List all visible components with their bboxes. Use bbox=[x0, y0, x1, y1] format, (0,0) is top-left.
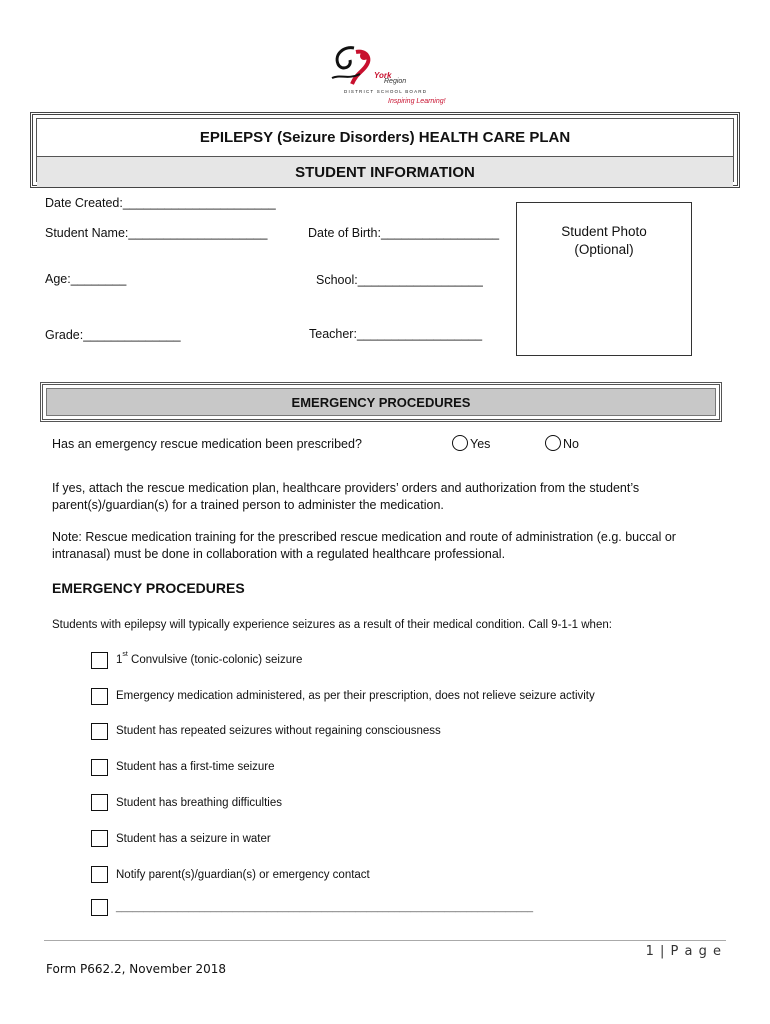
rescue-medication-question: Has an emergency rescue medication been prescribed? bbox=[52, 437, 362, 451]
school-field[interactable]: School:__________________ bbox=[316, 273, 483, 287]
student-photo-box[interactable] bbox=[516, 202, 692, 356]
logo-region-text: Region bbox=[384, 78, 407, 85]
form-title: EPILEPSY (Seizure Disorders) HEALTH CARE PLAN bbox=[37, 119, 733, 157]
checklist-other-line[interactable]: ___________________________________________________________________________ bbox=[116, 902, 534, 913]
logo-swoosh-icon bbox=[326, 44, 386, 90]
checkbox-first-time-seizure[interactable] bbox=[91, 759, 108, 776]
teacher-field[interactable]: Teacher:__________________ bbox=[309, 327, 483, 341]
checkbox-convulsive-seizure[interactable] bbox=[91, 652, 108, 669]
footer-divider bbox=[44, 940, 726, 941]
logo-board-text: DISTRICT SCHOOL BOARD bbox=[344, 89, 428, 94]
emergency-procedures-bar bbox=[40, 382, 722, 422]
grade-field[interactable]: Grade:______________ bbox=[45, 328, 181, 342]
checkbox-breathing-difficulties[interactable] bbox=[91, 794, 108, 811]
form-title-box bbox=[30, 112, 740, 188]
checkbox-medication-not-relieving[interactable] bbox=[91, 688, 108, 705]
emergency-procedures-heading: EMERGENCY PROCEDURES bbox=[52, 580, 245, 596]
section-title-student-info: STUDENT INFORMATION bbox=[37, 157, 733, 187]
photo-optional-label: (Optional) bbox=[574, 242, 634, 257]
checkbox-other[interactable] bbox=[91, 899, 108, 916]
checklist-label-medication: Emergency medication administered, as per their prescription, does not relieve seizure activity bbox=[116, 690, 595, 702]
attach-plan-paragraph: If yes, attach the rescue medication plan, healthcare providers’ orders and authorization from the student’s parent(s)/guardian(s) for a trained person to administer the medication. bbox=[52, 481, 640, 512]
checklist-label-convulsive: 1st Convulsive (tonic-colonic) seizure bbox=[116, 651, 303, 666]
checklist-label-water: Student has a seizure in water bbox=[116, 833, 271, 845]
date-of-birth-field[interactable]: Date of Birth:_________________ bbox=[308, 226, 500, 240]
emergency-procedures-bar-title: EMERGENCY PROCEDURES bbox=[46, 388, 716, 416]
page-number: 1 | P a g e bbox=[645, 944, 722, 959]
checklist-label-first-time: Student has a first-time seizure bbox=[116, 761, 275, 773]
no-label: No bbox=[563, 437, 579, 451]
checklist-label-notify: Notify parent(s)/guardian(s) or emergency contact bbox=[116, 869, 370, 881]
training-note-paragraph: Note: Rescue medication training for the prescribed rescue medication and route of administration (e.g. buccal or intranasal) must be done in collaboration with a regulated healthcare professional. bbox=[52, 530, 676, 561]
yes-label: Yes bbox=[470, 437, 491, 451]
checklist-label-breathing: Student has breathing difficulties bbox=[116, 797, 283, 809]
age-field[interactable]: Age:________ bbox=[45, 272, 127, 286]
student-name-field[interactable]: Student Name:____________________ bbox=[45, 226, 268, 240]
call-911-intro: Students with epilepsy will typically experience seizures as a result of their medical condition. Call 9-1-1 when: bbox=[52, 619, 612, 631]
checkbox-repeated-seizures[interactable] bbox=[91, 723, 108, 740]
no-radio[interactable] bbox=[545, 435, 561, 451]
photo-label: Student Photo bbox=[561, 224, 647, 239]
checklist-label-repeated: Student has repeated seizures without regaining consciousness bbox=[116, 725, 441, 737]
logo-york-text: York bbox=[374, 71, 392, 80]
date-created-field[interactable]: Date Created:______________________ bbox=[45, 196, 276, 210]
checkbox-notify-parents[interactable] bbox=[91, 866, 108, 883]
checkbox-seizure-in-water[interactable] bbox=[91, 830, 108, 847]
school-board-logo bbox=[326, 44, 444, 112]
form-identifier: Form P662.2, November 2018 bbox=[46, 962, 227, 976]
yes-radio[interactable] bbox=[452, 435, 468, 451]
logo-tagline: Inspiring Learning! bbox=[388, 98, 446, 105]
